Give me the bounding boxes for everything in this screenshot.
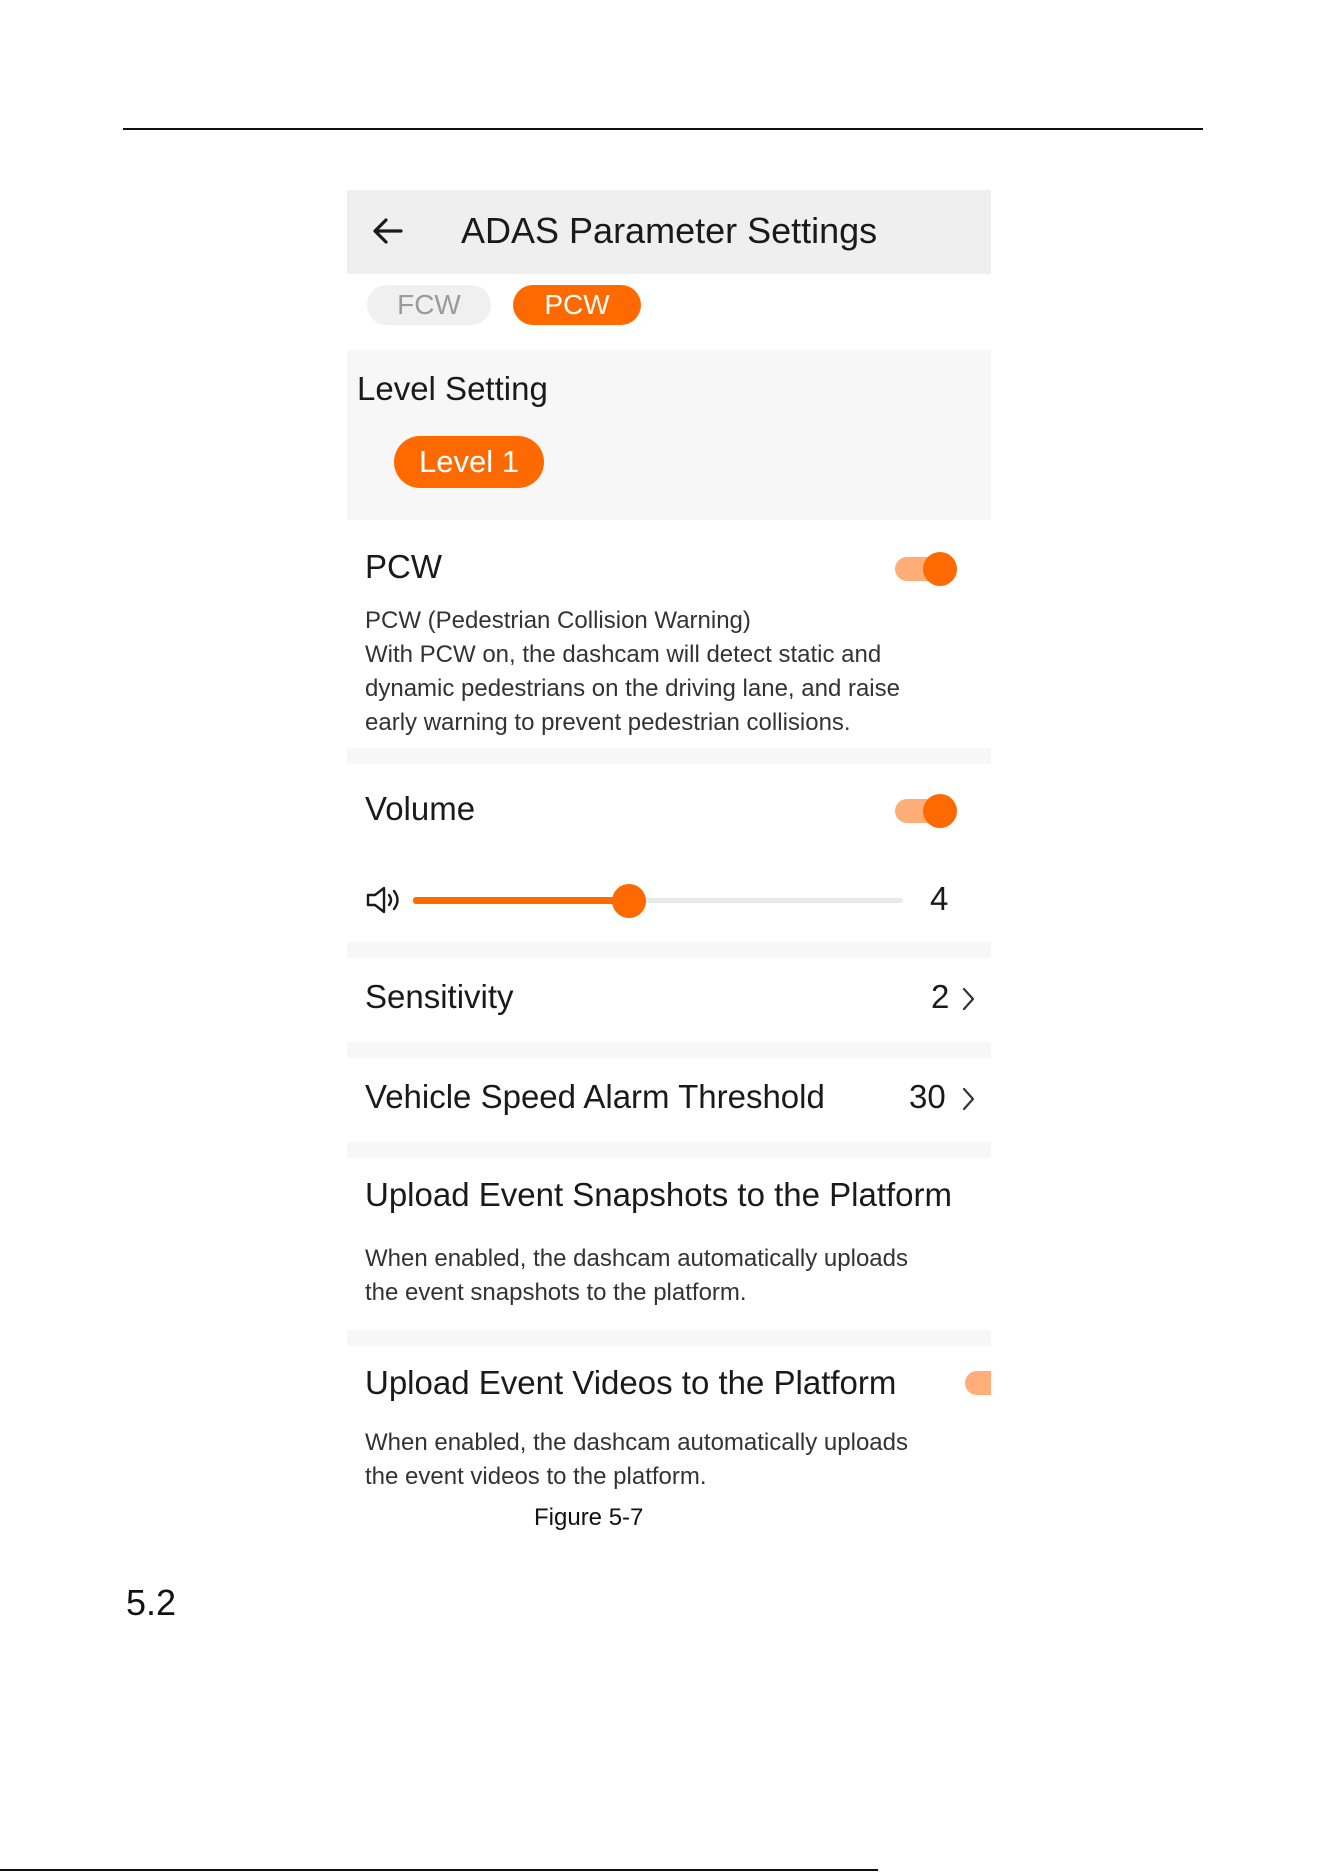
upload-videos-card — [347, 1346, 991, 1490]
section-number: 5.2 — [126, 1582, 177, 1623]
upload-snapshots-card — [347, 1158, 991, 1330]
description-line: the event snapshots to the platform. — [365, 1279, 747, 1306]
pcw-description — [365, 604, 975, 740]
level-chip[interactable]: Level 1 — [394, 436, 544, 488]
pcw-description-line: With PCW on, the dashcam will detect static and — [365, 641, 882, 668]
volume-value: 4 — [930, 880, 949, 917]
sensitivity-value: 2 — [931, 978, 950, 1015]
speed-threshold-row[interactable] — [347, 1058, 991, 1142]
upload-snapshots-title: Upload Event Snapshots to the Platform — [365, 1176, 953, 1213]
pcw-card — [347, 520, 991, 748]
chevron-right-icon — [961, 986, 977, 1012]
pcw-description-line: early warning to prevent pedestrian collisions. — [365, 709, 851, 736]
upload-videos-title: Upload Event Videos to the Platform — [365, 1364, 897, 1401]
page-title: ADAS Parameter Settings — [461, 210, 878, 251]
pcw-description-line: dynamic pedestrians on the driving lane, and raise — [365, 675, 900, 702]
footer-rule — [0, 1869, 878, 1871]
sensitivity-row[interactable] — [347, 958, 991, 1042]
divider — [347, 748, 991, 764]
toggle-thumb — [923, 794, 957, 828]
pcw-toggle[interactable] — [895, 552, 957, 586]
header-rule — [123, 128, 1203, 130]
volume-slider[interactable] — [413, 884, 903, 916]
slider-fill — [413, 897, 629, 904]
chevron-right-icon — [961, 1086, 977, 1112]
pcw-title: PCW — [365, 548, 442, 585]
divider — [347, 942, 991, 958]
description-line: When enabled, the dashcam automatically uploads — [365, 1245, 908, 1272]
divider — [347, 1142, 991, 1158]
figure-caption: Figure 5-7 — [534, 1504, 644, 1531]
level-setting-section — [347, 350, 991, 520]
pcw-description-line: PCW (Pedestrian Collision Warning) — [365, 607, 751, 634]
slider-knob[interactable] — [612, 884, 646, 918]
speaker-icon — [365, 884, 405, 916]
speed-threshold-value: 30 — [909, 1078, 946, 1115]
volume-title: Volume — [365, 790, 476, 827]
description-line: When enabled, the dashcam automatically uploads — [365, 1429, 908, 1456]
divider — [347, 1330, 991, 1346]
upload-snapshots-description — [365, 1242, 975, 1310]
tab-pcw[interactable]: PCW — [513, 285, 641, 325]
speed-threshold-title: Vehicle Speed Alarm Threshold — [365, 1078, 825, 1115]
upload-videos-toggle[interactable] — [965, 1366, 991, 1400]
description-line: the event videos to the platform. — [365, 1463, 707, 1490]
toggle-track — [965, 1371, 991, 1395]
upload-videos-description — [365, 1426, 975, 1490]
divider — [347, 1042, 991, 1058]
sensitivity-title: Sensitivity — [365, 978, 514, 1015]
volume-slider-row — [365, 880, 965, 920]
tab-bar — [347, 274, 991, 344]
volume-toggle[interactable] — [895, 794, 957, 828]
tab-fcw[interactable]: FCW — [367, 285, 491, 325]
arrow-left-icon[interactable] — [369, 212, 407, 250]
phone-screenshot — [347, 190, 991, 1490]
level-setting-title: Level Setting — [357, 370, 548, 407]
app-bar — [347, 190, 991, 274]
toggle-thumb — [923, 552, 957, 586]
